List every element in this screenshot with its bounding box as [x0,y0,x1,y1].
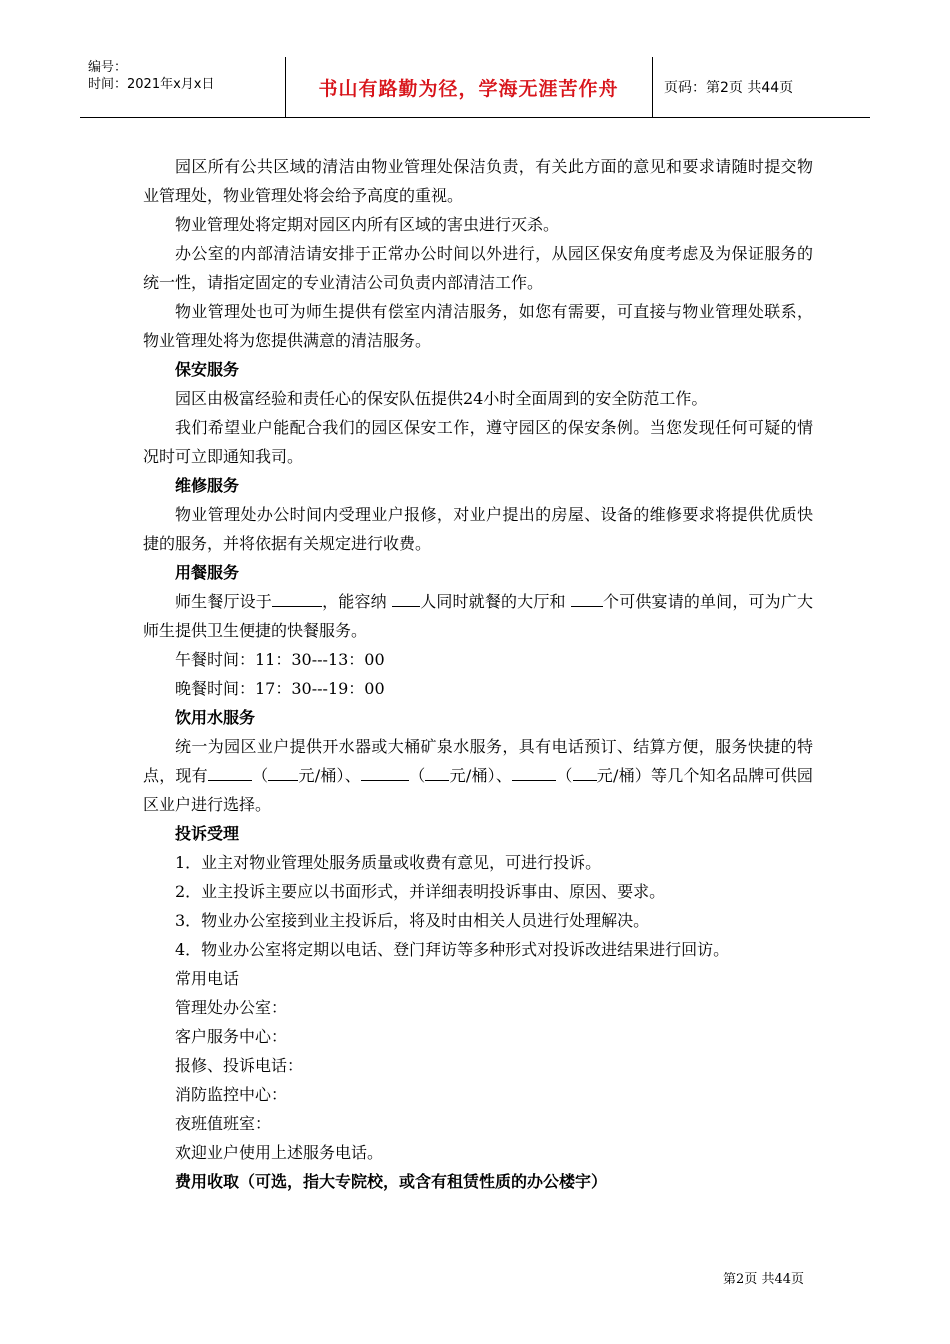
paragraph: 园区所有公共区域的清洁由物业管理处保洁负责，有关此方面的意见和要求请随时提交物业管理处，物业管理处将会给予高度的重视。 [143,157,813,205]
blank-line [208,762,252,781]
blank-line [573,762,597,781]
list-item: 1．业主对物业管理处服务质量或收费有意见，可进行投诉。 [175,853,602,872]
section-heading-dining: 用餐服务 [175,563,240,582]
phone-service: 客户服务中心： [175,1027,288,1046]
section-heading-repair: 维修服务 [175,476,240,495]
paragraph: 物业管理处也可为师生提供有偿室内清洁服务，如您有需要，可直接与物业管理处联系，物业管理处将为您提供满意的清洁服务。 [143,302,813,350]
paragraph-water: 统一为园区业户提供开水器或大桶矿泉水服务，具有电话预订、结算方便，服务快捷的特点，现有 （ 元/桶）、 （ 元/桶）、 （ 元/桶）等几个知名品牌可供园区业户进行选择。 [143,737,813,814]
paragraph: 园区由极富经验和责任心的保安队伍提供24小时全面周到的安全防范工作。 [175,389,708,408]
blank-line [392,588,420,607]
phone-fire: 消防监控中心： [175,1085,288,1104]
paragraph: 欢迎业户使用上述服务电话。 [175,1143,384,1162]
blank-line [361,762,409,781]
paragraph: 物业管理处办公时间内受理业户报修，对业户提出的房屋、设备的维修要求将提供优质快捷的服务，并将依据有关规定进行收费。 [143,505,813,553]
phone-office: 管理处办公室： [175,998,288,1017]
header-meta [88,59,288,93]
header-motto: 书山有路勤为径，学海无涯苦作舟 [318,78,619,100]
section-heading-fees: 费用收取（可选，指大专院校，或含有租赁性质的办公楼宇） [175,1172,608,1191]
list-item: 4．物业办公室将定期以电话、登门拜访等多种形式对投诉改进结果进行回访。 [175,940,730,959]
blank-line [272,588,322,607]
list-item: 2．业主投诉主要应以书面形式，并详细表明投诉事由、原因、要求。 [175,882,666,901]
section-heading-complaints: 投诉受理 [175,824,240,843]
phone-night: 夜班值班室： [175,1114,272,1133]
phone-repair: 报修、投诉电话： [175,1056,304,1075]
header-divider [652,57,653,117]
blank-line [268,762,298,781]
blank-line [512,762,556,781]
section-heading-water: 饮用水服务 [175,708,256,727]
paragraph: 我们希望业户能配合我们的园区保安工作，遵守园区的保安条例。当您发现任何可疑的情况时可立即通知我司。 [143,418,813,466]
paragraph-dining: 师生餐厅设于 ，能容纳 人同时就餐的大厅和 个可供宴请的单间，可为广大师生提供卫生便捷的快餐服务。 [143,587,813,645]
page-header [80,57,870,118]
blank-line [425,762,449,781]
section-heading-security: 保安服务 [175,360,240,379]
page-footer: 第2页 共44页 [723,1272,804,1287]
phones-heading: 常用电话 [175,969,240,988]
blank-line [571,588,603,607]
list-item: 3．物业办公室接到业主投诉后，将及时由相关人员进行处理解决。 [175,911,650,930]
dinner-time: 晚餐时间：17：30---19：00 [175,679,385,698]
lunch-time: 午餐时间：11：30---13：00 [175,650,385,669]
paragraph: 物业管理处将定期对园区内所有区域的害虫进行灭杀。 [175,215,560,234]
document-body [143,152,813,1196]
header-page-number: 页码：第2页 共44页 [664,80,794,96]
time-label: 时间：2021年x月x日 [88,77,215,92]
number-label: 编号： [88,60,128,75]
paragraph: 办公室的内部清洁请安排于正常办公时间以外进行，从园区保安角度考虑及为保证服务的统一性，请指定固定的专业清洁公司负责内部清洁工作。 [143,244,813,292]
